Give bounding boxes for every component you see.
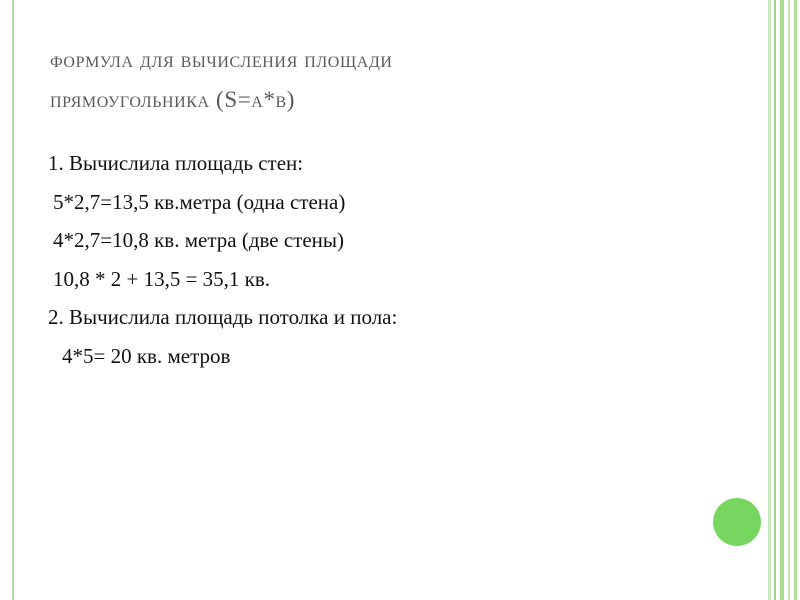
slide-title [50,40,610,120]
body-line: 5*2,7=13,5 кв.метра (одна стена) [53,189,346,214]
slide-title-line-1: формула для вычисления площади [50,47,393,72]
right-stripe [774,0,776,600]
right-stripe [788,0,790,600]
body-line: 1. Вычислила площадь стен: [48,151,304,175]
right-stripe [768,0,771,600]
body-line: 4*5= 20 кв. метров [62,343,231,368]
body-line: 2. Вычислила площадь потолка и пола: [48,305,398,329]
right-stripe [780,0,784,600]
body-line: 4*2,7=10,8 кв. метра (две стены) [53,228,345,252]
decorative-green-circle [713,498,761,546]
slide-title-line-2: прямоугольника (S=a*b) [50,87,296,112]
right-stripe [794,0,797,600]
left-frame-line [12,0,14,600]
right-frame-stripes [768,0,800,600]
body-line: 10,8 * 2 + 13,5 = 35,1 кв. [53,266,271,291]
slide-body [48,144,728,375]
